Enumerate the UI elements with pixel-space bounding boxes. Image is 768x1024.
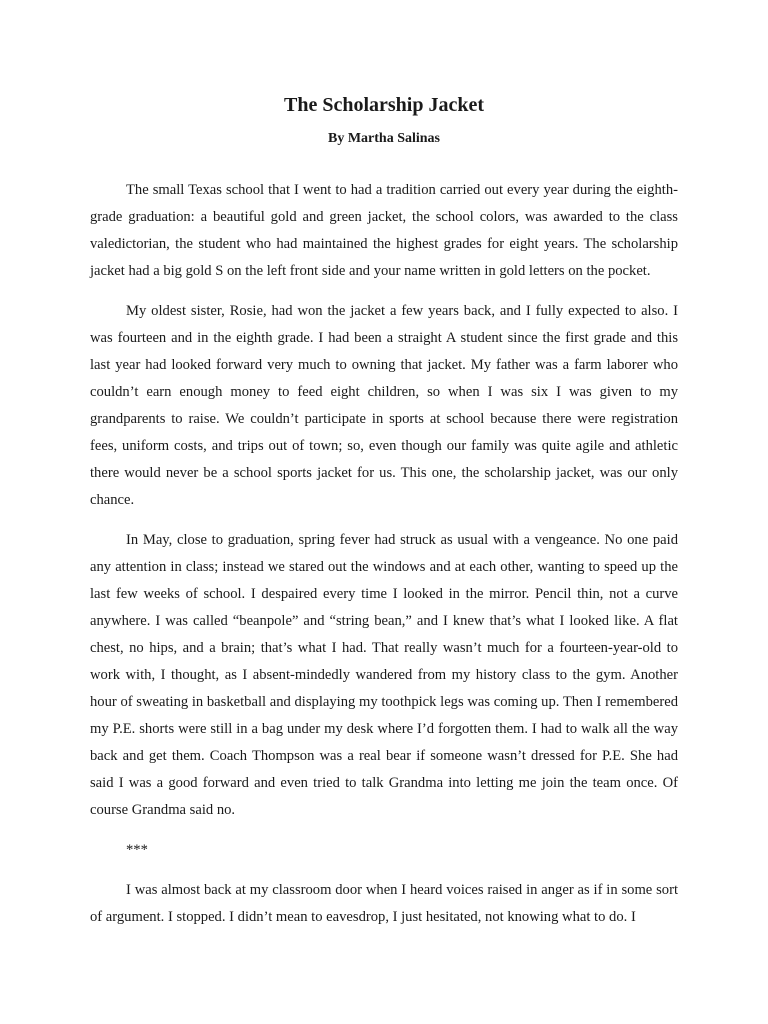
document-title: The Scholarship Jacket [283, 94, 485, 116]
paragraph: I was almost back at my classroom door when I heard voices raised in anger as if in some sort of argument. I stopped. I didn’t mean to eavesdrop, I just hesitated, not knowing what to do. I [90, 882, 678, 925]
section-separator: *** [126, 842, 148, 858]
paragraph: In May, close to graduation, spring fever had struck as usual with a vengeance. No one paid any attention in class; instead we stared out the windows and at each other, wanting to speed up the last few weeks of school. I despaired every time I looked in the mirror. Pencil thin, not a curve anywhere. I was called “beanpole” and “string bean,” and I knew that’s what I looked like. A flat chest, no hips, and a brain; that’s what I had. That really wasn’t much for a fourteen-year-old to work with, I thought, as I absent-mindedly wandered from my history class to the gym. Another hour of sweating in basketball and displaying my toothpick legs was coming up. Then I remembered my P.E. shorts were still in a bag under my desk where I’d forgotten them. I had to walk all the way back and get them. Coach Thompson was a real bear if someone wasn’t dressed for P.E. She had said I was a good forward and even tried to talk Grandma into letting me join the team once. Of course Grandma said no. [90, 532, 678, 818]
paragraph: The small Texas school that I went to had a tradition carried out every year during the eighth-grade graduation: a beautiful gold and green jacket, the school colors, was awarded to the class valedictorian, the student who had maintained the highest grades for eight years. The scholarship jacket had a big gold S on the left front side and your name written in gold letters on the pocket. [90, 182, 678, 279]
document-author: By Martha Salinas [327, 131, 440, 146]
paragraph: My oldest sister, Rosie, had won the jacket a few years back, and I fully expected to also. I was fourteen and in the eighth grade. I had been a straight A student since the first grade and this last year had looked forward very much to owning that jacket. My father was a farm laborer who couldn’t earn enough money to feed eight children, so when I was six I was given to my grandparents to raise. We couldn’t participate in sports at school because there were registration fees, uniform costs, and trips out of town; so, even though our family was quite agile and athletic there would never be a school sports jacket for us. This one, the scholarship jacket, was our only chance. [90, 303, 678, 508]
document-body [90, 177, 678, 944]
